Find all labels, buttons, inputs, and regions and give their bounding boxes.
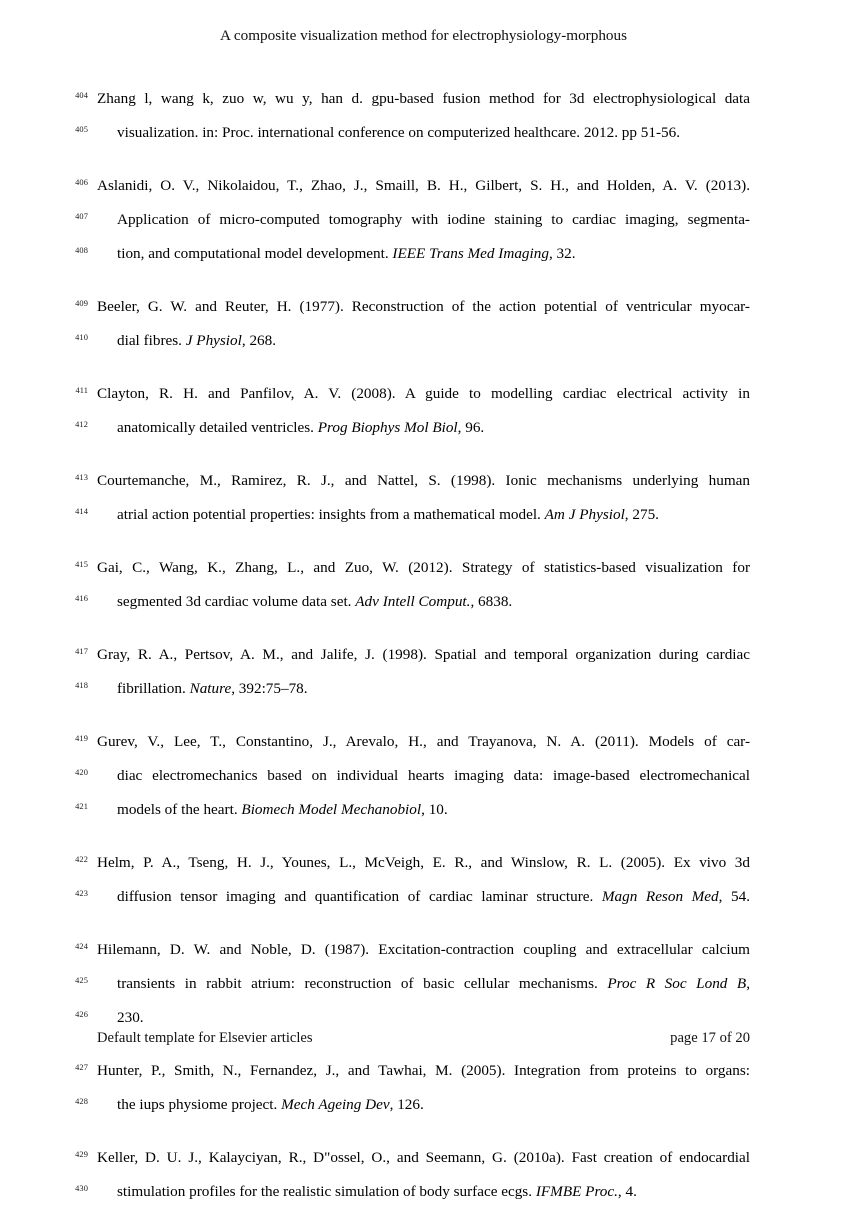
reference-text bbox=[97, 933, 750, 967]
line-number: 412 bbox=[75, 420, 88, 429]
reference-text-run: stimulation profiles for the realistic simulation of body surface ecgs. bbox=[117, 1183, 536, 1200]
reference-text-run: anatomically detailed ventricles. bbox=[117, 419, 318, 436]
journal-title: Magn Reson Med bbox=[601, 888, 719, 905]
reference-text bbox=[97, 1141, 750, 1175]
reference-text-run: Hunter, P., Smith, N., Fernandez, J., and Tawhai, M. (2005). Integration from proteins to organs: bbox=[97, 1062, 750, 1079]
reference-line bbox=[0, 880, 850, 914]
reference-text-run: Hilemann, D. W. and Noble, D. (1987). Excitation-contraction coupling and extracellular calcium bbox=[97, 941, 750, 958]
reference-entry bbox=[0, 169, 850, 271]
reference-text-run: Helm, P. A., Tseng, H. J., Younes, L., McVeigh, E. R., and Winslow, R. L. (2005). Ex vivo 3d bbox=[97, 854, 750, 871]
reference-text bbox=[117, 759, 750, 793]
line-number: 415 bbox=[75, 560, 88, 569]
reference-line bbox=[0, 1175, 850, 1209]
reference-text-run: segmented 3d cardiac volume data set. bbox=[117, 593, 356, 610]
reference-text bbox=[117, 237, 750, 271]
reference-entry bbox=[0, 933, 850, 1035]
reference-text-run: Gurev, V., Lee, T., Constantino, J., Arevalo, H., and Trayanova, N. A. (2011). Models of car- bbox=[97, 733, 750, 750]
journal-title: Biomech Model Mechanobiol bbox=[241, 801, 422, 818]
reference-text bbox=[117, 880, 750, 914]
reference-line bbox=[0, 933, 850, 967]
reference-text bbox=[97, 638, 750, 672]
journal-title: IEEE Trans Med Imaging bbox=[392, 245, 549, 262]
reference-line bbox=[0, 82, 850, 116]
reference-line bbox=[0, 1054, 850, 1088]
reference-text bbox=[97, 846, 750, 880]
reference-text-run: , 4. bbox=[617, 1183, 637, 1200]
journal-title: J Physiol bbox=[185, 332, 242, 349]
line-number: 424 bbox=[75, 942, 88, 951]
line-number: 422 bbox=[75, 855, 88, 864]
reference-text bbox=[117, 116, 750, 150]
reference-line bbox=[0, 846, 850, 880]
reference-text-run: , 275. bbox=[624, 506, 659, 523]
line-number: 414 bbox=[75, 507, 88, 516]
reference-text bbox=[97, 725, 750, 759]
journal-title: Prog Biophys Mol Biol bbox=[317, 419, 458, 436]
reference-text bbox=[97, 82, 750, 116]
reference-text bbox=[117, 498, 750, 532]
reference-text-run: visualization. in: Proc. international conference on computerized healthcare. 2012. pp 51-56. bbox=[117, 124, 681, 141]
reference-line bbox=[0, 169, 850, 203]
reference-line bbox=[0, 237, 850, 271]
reference-text-run: Zhang l, wang k, zuo w, wu y, han d. gpu-based fusion method for 3d electrophysiological data bbox=[97, 90, 750, 107]
reference-text-run: diac electromechanics based on individual hearts imaging data: image-based electromechanical bbox=[117, 767, 750, 784]
reference-text-run: Clayton, R. H. and Panfilov, A. V. (2008). A guide to modelling cardiac electrical activity in bbox=[97, 385, 750, 402]
reference-entry bbox=[0, 551, 850, 619]
reference-text bbox=[97, 377, 750, 411]
reference-line bbox=[0, 290, 850, 324]
reference-text-run: models of the heart. bbox=[117, 801, 242, 818]
line-number: 426 bbox=[75, 1010, 88, 1019]
reference-line bbox=[0, 116, 850, 150]
reference-entry bbox=[0, 1054, 850, 1122]
reference-text-run: atrial action potential properties: insights from a mathematical model. bbox=[117, 506, 545, 523]
reference-text bbox=[97, 1054, 750, 1088]
reference-text-run: Courtemanche, M., Ramirez, R. J., and Nattel, S. (1998). Ionic mechanisms underlying human bbox=[97, 472, 750, 489]
running-head: A composite visualization method for electrophysiology-morphous bbox=[219, 27, 628, 44]
reference-text bbox=[117, 793, 750, 827]
reference-text bbox=[97, 464, 750, 498]
journal-title: IFMBE Proc. bbox=[535, 1183, 618, 1200]
line-number: 416 bbox=[75, 594, 88, 603]
journal-title: Am J Physiol bbox=[544, 506, 625, 523]
reference-text-run: , 54. bbox=[718, 888, 750, 905]
reference-entry bbox=[0, 725, 850, 827]
journal-title: Proc R Soc Lond B bbox=[607, 975, 747, 992]
journal-title: Adv Intell Comput. bbox=[355, 593, 471, 610]
reference-text bbox=[97, 290, 750, 324]
reference-entry bbox=[0, 82, 850, 150]
footer-page-number: page 17 of 20 bbox=[670, 1030, 750, 1046]
reference-line bbox=[0, 203, 850, 237]
line-number: 407 bbox=[75, 212, 88, 221]
reference-line bbox=[0, 498, 850, 532]
reference-text-run: , 32. bbox=[548, 245, 576, 262]
line-number: 419 bbox=[75, 734, 88, 743]
reference-entry bbox=[0, 377, 850, 445]
reference-text-run: 230. bbox=[117, 1009, 144, 1026]
reference-text bbox=[117, 411, 750, 445]
reference-entry bbox=[0, 1141, 850, 1209]
reference-line bbox=[0, 324, 850, 358]
line-number: 406 bbox=[75, 178, 88, 187]
reference-line bbox=[0, 793, 850, 827]
reference-text-run: Aslanidi, O. V., Nikolaidou, T., Zhao, J., Smaill, B. H., Gilbert, S. H., and Holden, A. V. (2013). bbox=[97, 177, 750, 194]
reference-line bbox=[0, 725, 850, 759]
line-number: 408 bbox=[75, 246, 88, 255]
line-number: 430 bbox=[75, 1184, 88, 1193]
line-number: 417 bbox=[75, 647, 88, 656]
footer-left-text: Default template for Elsevier articles bbox=[97, 1030, 313, 1046]
line-number: 423 bbox=[75, 889, 88, 898]
reference-text bbox=[117, 1175, 750, 1209]
reference-text bbox=[97, 551, 750, 585]
reference-text-run: the iups physiome project. bbox=[117, 1096, 282, 1113]
reference-line bbox=[0, 411, 850, 445]
reference-text-run: , bbox=[746, 975, 751, 992]
reference-text bbox=[117, 672, 750, 706]
journal-title: Mech Ageing Dev bbox=[281, 1096, 390, 1113]
reference-line bbox=[0, 638, 850, 672]
line-number: 425 bbox=[75, 976, 88, 985]
reference-line bbox=[0, 1088, 850, 1122]
reference-line bbox=[0, 377, 850, 411]
reference-text bbox=[97, 169, 750, 203]
reference-text bbox=[117, 585, 750, 619]
line-number: 409 bbox=[75, 299, 88, 308]
reference-line bbox=[0, 551, 850, 585]
reference-text-run: , 10. bbox=[421, 801, 448, 818]
reference-line bbox=[0, 464, 850, 498]
line-number: 404 bbox=[75, 91, 88, 100]
reference-line bbox=[0, 585, 850, 619]
reference-text-run: tion, and computational model development. bbox=[117, 245, 393, 262]
reference-text-run: , 96. bbox=[457, 419, 485, 436]
line-number: 427 bbox=[75, 1063, 88, 1072]
line-number: 428 bbox=[75, 1097, 88, 1106]
reference-text bbox=[117, 324, 750, 358]
line-number: 429 bbox=[75, 1150, 88, 1159]
reference-entry bbox=[0, 846, 850, 914]
reference-text bbox=[117, 203, 750, 237]
journal-title: Nature bbox=[189, 680, 232, 697]
reference-entry bbox=[0, 290, 850, 358]
reference-line bbox=[0, 759, 850, 793]
reference-text-run: Gray, R. A., Pertsov, A. M., and Jalife, J. (1998). Spatial and temporal organization during cardiac bbox=[97, 646, 750, 663]
line-number: 420 bbox=[75, 768, 88, 777]
reference-text-run: Application of micro-computed tomography with iodine staining to cardiac imaging, segmenta- bbox=[117, 211, 750, 228]
reference-text-run: fibrillation. bbox=[117, 680, 190, 697]
page-footer bbox=[97, 1028, 750, 1048]
line-number: 410 bbox=[75, 333, 88, 342]
reference-text bbox=[117, 967, 750, 1001]
reference-text-run: , 392:75–78. bbox=[231, 680, 308, 697]
line-number: 405 bbox=[75, 125, 88, 134]
reference-text-run: , 6838. bbox=[470, 593, 513, 610]
reference-entry bbox=[0, 464, 850, 532]
reference-text-run: transients in rabbit atrium: reconstruction of basic cellular mechanisms. bbox=[117, 975, 608, 992]
line-number: 421 bbox=[75, 802, 88, 811]
reference-text bbox=[117, 1088, 750, 1122]
reference-text-run: diffusion tensor imaging and quantification of cardiac laminar structure. bbox=[117, 888, 602, 905]
reference-text-run: Keller, D. U. J., Kalayciyan, R., D"ossel, O., and Seemann, G. (2010a). Fast creation of endocardial bbox=[97, 1149, 750, 1166]
line-number: 413 bbox=[75, 473, 88, 482]
reference-line bbox=[0, 967, 850, 1001]
reference-entry bbox=[0, 638, 850, 706]
line-number: 411 bbox=[75, 386, 88, 395]
reference-text-run: , 268. bbox=[241, 332, 277, 349]
reference-text-run: dial fibres. bbox=[117, 332, 186, 349]
reference-text-run: Gai, C., Wang, K., Zhang, L., and Zuo, W. (2012). Strategy of statistics-based visualization for bbox=[97, 559, 750, 576]
reference-line bbox=[0, 1141, 850, 1175]
reference-text-run: Beeler, G. W. and Reuter, H. (1977). Reconstruction of the action potential of ventricular myocar- bbox=[97, 298, 750, 315]
reference-text-run: , 126. bbox=[389, 1096, 424, 1113]
reference-line bbox=[0, 672, 850, 706]
line-number: 418 bbox=[75, 681, 88, 690]
